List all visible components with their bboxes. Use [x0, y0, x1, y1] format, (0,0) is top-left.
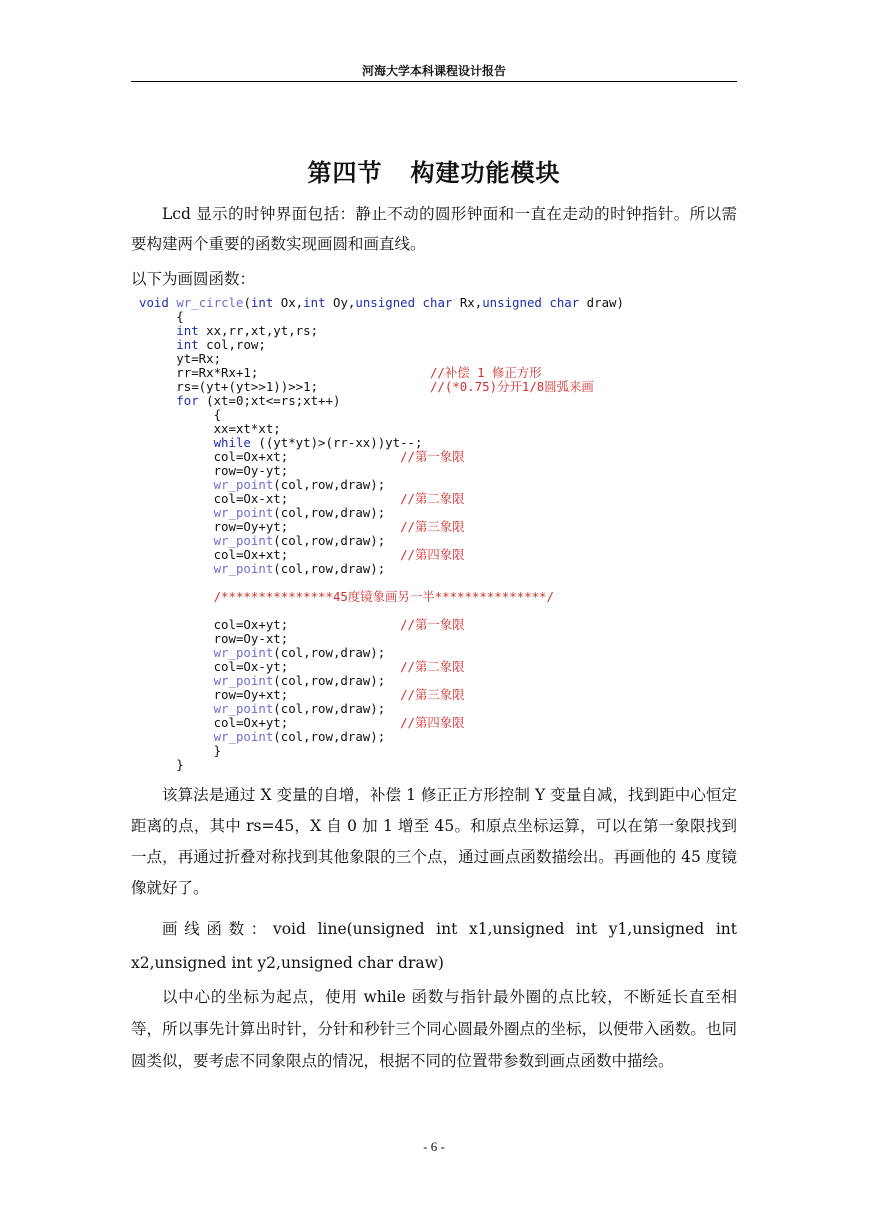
- code-line: [139, 338, 266, 352]
- code-line: [139, 296, 624, 310]
- code-comment: //第三象限: [400, 687, 465, 702]
- code-function: wr_point: [139, 505, 274, 520]
- code-text: (col,row,draw);: [273, 645, 386, 660]
- code-text: }: [139, 743, 222, 758]
- code-function: wr_point: [139, 729, 274, 744]
- code-keyword: int: [250, 295, 281, 310]
- code-comment: //第二象限: [400, 491, 465, 506]
- code-line: [139, 702, 385, 716]
- code-line: [139, 324, 318, 338]
- code-line: [139, 520, 465, 534]
- code-line: [139, 590, 554, 604]
- code-text: col,row;: [206, 337, 266, 352]
- code-keyword: int: [139, 323, 207, 338]
- code-function: wr_point: [139, 701, 274, 716]
- code-text: col=Ox+xt;: [139, 547, 401, 562]
- code-text: (col,row,draw);: [273, 505, 386, 520]
- code-line: [139, 660, 465, 674]
- code-text: draw): [586, 295, 624, 310]
- code-comment: //第四象限: [400, 547, 465, 562]
- page-header: 河海大学本科课程设计报告: [361, 64, 506, 78]
- circle-caption: 以下为画圆函数：: [131, 270, 256, 288]
- code-line: [139, 730, 385, 744]
- code-line: [139, 352, 221, 366]
- code-line: [139, 380, 594, 394]
- code-line: [139, 310, 184, 324]
- code-text: xx=xt*xt;: [139, 421, 281, 436]
- code-line: [139, 646, 385, 660]
- code-keyword: unsigned char: [355, 295, 460, 310]
- code-text: Rx,: [459, 295, 483, 310]
- code-text: rr=Rx*Rx+1;: [139, 365, 430, 380]
- code-function: wr_point: [139, 673, 274, 688]
- code-line: [139, 366, 542, 380]
- code-function: wr_point: [139, 477, 274, 492]
- code-text: col=Ox+yt;: [139, 617, 401, 632]
- intro-paragraph: Lcd 显示的时钟界面包括：静止不动的圆形钟面和一直在走动的时钟指针。所以需要构建两个重要的函数实现画圆和画直线。: [131, 205, 737, 253]
- code-line: [139, 478, 385, 492]
- code-line: [139, 408, 221, 422]
- code-text: (col,row,draw);: [273, 477, 386, 492]
- code-line: [139, 506, 385, 520]
- code-keyword: for: [139, 393, 207, 408]
- code-line: [139, 674, 385, 688]
- code-comment: //第一象限: [400, 449, 465, 464]
- code-text: row=Oy+xt;: [139, 687, 401, 702]
- section-heading: 构建功能模块: [410, 159, 561, 187]
- code-comment: //第一象限: [400, 617, 465, 632]
- code-line: [139, 534, 385, 548]
- code-text: (xt=0;xt<=rs;xt++): [206, 393, 341, 408]
- code-text: (col,row,draw);: [273, 673, 386, 688]
- code-text: ((yt*yt)>(rr-xx))yt--;: [258, 435, 423, 450]
- code-function: wr_point: [139, 533, 274, 548]
- code-text: xx,rr,xt,yt,rs;: [206, 323, 319, 338]
- code-line: [139, 436, 422, 450]
- code-line: [139, 464, 288, 478]
- code-text: rs=(yt+(yt>>1))>>1;: [139, 379, 430, 394]
- section-title: [131, 153, 737, 188]
- code-keyword: int: [303, 295, 333, 310]
- code-function: wr_point: [139, 645, 274, 660]
- code-line: [139, 394, 340, 408]
- code-comment: //第四象限: [400, 715, 465, 730]
- line-explain-paragraph: 以中心的坐标为起点，使用 while 函数与指针最外圈的点比较，不断延长直至相等，所以事先计算出时针，分针和秒针三个同心圆最外圈点的坐标，以便带入函数。也同圆类似，要考虑不同象限点的情况，根据不同的位置带参数到画点函数中描绘。: [131, 988, 737, 1070]
- code-line: [139, 450, 465, 464]
- code-text: col=Ox+yt;: [139, 715, 401, 730]
- page-number: - 6 -: [423, 1139, 445, 1154]
- code-text: col=Ox-xt;: [139, 491, 401, 506]
- code-text: row=Oy-yt;: [139, 463, 289, 478]
- code-text: (col,row,draw);: [273, 729, 386, 744]
- code-line: [139, 716, 465, 730]
- code-text: {: [139, 309, 184, 324]
- code-comment: /***************45度镜象画另一半***************/: [139, 589, 554, 604]
- code-text: row=Oy+yt;: [139, 519, 401, 534]
- code-text: (col,row,draw);: [273, 701, 386, 716]
- code-keyword: void: [139, 295, 177, 310]
- code-text: yt=Rx;: [139, 351, 222, 366]
- code-line: [139, 632, 288, 646]
- code-line: [139, 758, 184, 772]
- code-line: [139, 688, 465, 702]
- code-text: (col,row,draw);: [273, 533, 386, 548]
- code-text: (col,row,draw);: [273, 561, 386, 576]
- code-text: Oy,: [333, 295, 356, 310]
- code-line: [139, 562, 385, 576]
- code-line: [139, 492, 465, 506]
- code-keyword: unsigned char: [482, 295, 587, 310]
- code-function: wr_point: [139, 561, 274, 576]
- explain-paragraph: 该算法是通过 X 变量的自增，补偿 1 修正正方形控制 Y 变量自减，找到距中心恒定距离的点，其中 rs=45，X 自 0 加 1 增至 45。和原点坐标运算，可以在第一象限找到一点，再通过折叠对称找到其他象限的三个点，通过画点函数描绘出。再画他的 45 度镜像就好了。: [131, 786, 737, 897]
- code-line: [139, 548, 465, 562]
- code-line: [139, 618, 465, 632]
- code-text: Ox,: [280, 295, 304, 310]
- code-comment: //(*0.75)分开1/8圆弧来画: [429, 379, 594, 394]
- code-text: col=Ox-yt;: [139, 659, 401, 674]
- code-line: [139, 744, 221, 758]
- code-keyword: while: [139, 435, 259, 450]
- code-text: col=Ox+xt;: [139, 449, 401, 464]
- code-comment: //第三象限: [400, 519, 465, 534]
- code-text: row=Oy-xt;: [139, 631, 289, 646]
- section-number: 第四节: [307, 159, 383, 187]
- code-line: [139, 422, 281, 436]
- line-function-paragraph: 画线函数：void line(unsigned int x1,unsigned int y1,unsigned int x2,unsigned int y2,unsigned char draw): [131, 920, 737, 972]
- code-function: wr_circle: [176, 295, 244, 310]
- code-keyword: int: [139, 337, 207, 352]
- code-comment: //第二象限: [400, 659, 465, 674]
- code-text: {: [139, 407, 222, 422]
- code-comment: //补偿 1 修正方形: [429, 365, 542, 380]
- header-rule: [131, 81, 737, 82]
- code-text: }: [139, 757, 184, 772]
- code-text: (: [243, 295, 251, 310]
